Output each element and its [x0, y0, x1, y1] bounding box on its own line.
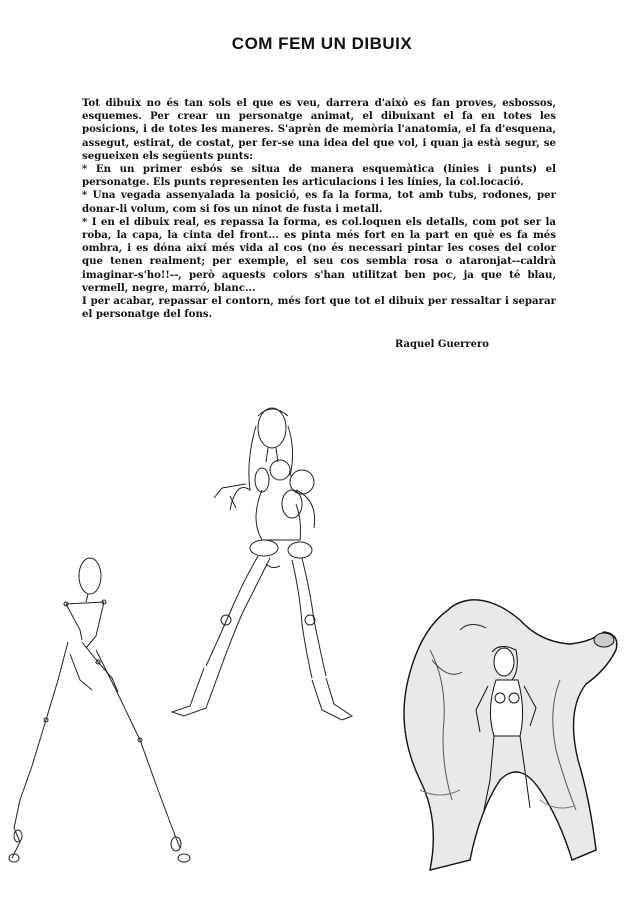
paragraph-step-3: * I en el dibuix real, es repassa la forma, es col.loquen els detalls, com pot ser la roba, la capa, la cinta del front... es pinta més fort en la part en què es fa més ombra, i es dóna així més vida al cos (no és necessari pintar les coses del color que tenen realment; per exemple, el seu cos sembla rosa o ataronjat--caldrà imaginar-s'ho!!--, però aquests colors s'han utilitzat ben poc, ja que té blau, vermell, negre, marró, blanc...: [82, 215, 556, 294]
article-body: [82, 97, 556, 321]
author-signature: Raquel Guerrero: [395, 339, 489, 350]
stick-figure-sketch-icon: [9, 558, 190, 862]
tube-figure-sketch-icon: [172, 408, 352, 720]
illustrations: [0, 380, 644, 921]
paragraph-step-1: * En un primer esbós se situa de manera esquemàtica (línies i punts) el personatge. Els punts representen les articulacions i les línies, la col.locació.: [82, 163, 556, 189]
paragraph-step-2: * Una vegada assenyalada la posició, es fa la forma, tot amb tubs, rodones, per donar-li volum, com si fos un ninot de fusta i metall.: [82, 189, 556, 215]
finished-figure-with-cape-icon: [404, 600, 617, 870]
paragraph-conclusion: I per acabar, repassar el contorn, més fort que tot el dibuix per ressaltar i separar el personatge del fons.: [82, 295, 556, 321]
page-title: COM FEM UN DIBUIX: [231, 34, 413, 53]
paragraph-intro: Tot dibuix no és tan sols el que es veu, darrera d'això es fan proves, esbossos, esquemes. Per crear un personatge animat, el dibuixant el fa en totes les posicions, i de totes les maneres. S'aprèn de memòria l'anatomia, el fa d'esquena, assegut, estirat, de costat, per fer-se una idea del que vol, i quan ja està segur, se segueixen els següents punts:: [82, 97, 556, 162]
